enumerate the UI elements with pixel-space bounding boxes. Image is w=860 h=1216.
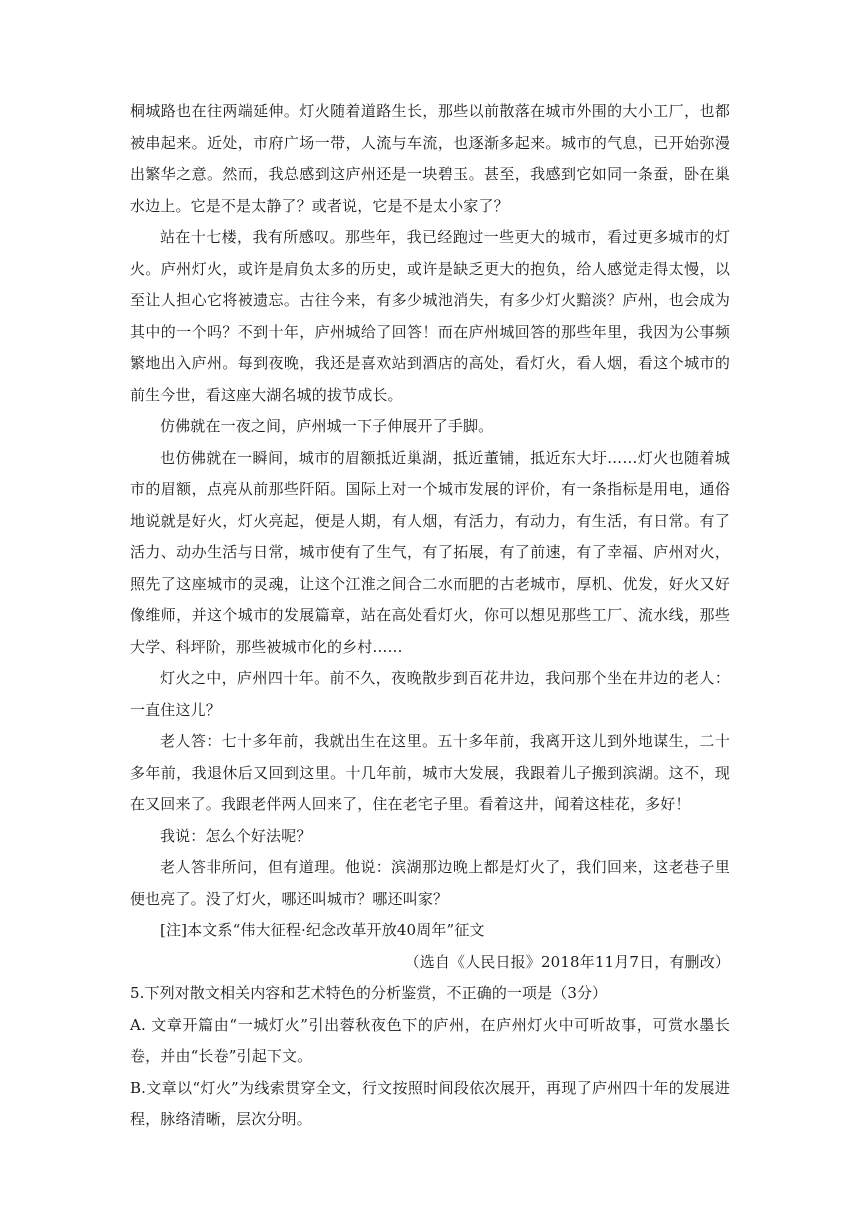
document-page — [130, 96, 730, 1136]
question-stem: 5.下列对散文相关内容和艺术特色的分析鉴赏，不正确的一项是（3分） — [130, 984, 608, 1002]
article-paragraph-5: 灯火之中，庐州四十年。前不久，夜晚散步到百花井边，我问那个坐在井边的老人：一直住这儿？ — [130, 669, 730, 719]
article-paragraph-8: 老人答非所问，但有道理。他说：滨湖那边晚上都是灯火了，我们回来，这老巷子里便也亮了。没了灯火，哪还叫城市？哪还叫家？ — [130, 858, 730, 908]
article-source: （选自《人民日报》2018年11月7日，有删改） — [404, 952, 730, 971]
article-paragraph-1: 桐城路也在往两端延伸。灯火随着道路生长，那些以前散落在城市外围的大小工厂，也都被串起来。近处，市府广场一带，人流与车流，也逐渐多起来。城市的气息，已开始弥漫出繁华之意。然而，我总感到这庐州还是一块碧玉。甚至，我感到它如同一条蚕，卧在巢水边上。它是不是太静了？或者说，它是不是太小家了？ — [130, 102, 730, 215]
article-paragraph-6: 老人答：七十多年前，我就出生在这里。五十多年前，我离开这儿到外地谋生，二十多年前，我退休后又回到这里。十几年前，城市大发展，我跟着儿子搬到滨湖。这不，现在又回来了。我跟老伴两人回来了，住在老宅子里。看着这井，闻着这桂花，多好！ — [130, 732, 730, 813]
article-paragraph-2: 站在十七楼，我有所感叹。那些年，我已经跑过一些更大的城市，看过更多城市的灯火。庐州灯火，或许是肩负太多的历史，或许是缺乏更大的抱负，给人感觉走得太慢，以至让人担心它将被遗忘。古往今来，有多少城池消失，有多少灯火黯淡？庐州，也会成为其中的一个吗？不到十年，庐州城给了回答！而在庐州城回答的那些年里，我因为公事频繁地出入庐州。每到夜晚，我还是喜欢站到酒店的高处，看灯火，看人烟，看这个城市的前生今世，看这座大湖名城的拔节成长。 — [130, 228, 730, 404]
article-paragraph-4: 也仿佛就在一瞬间，城市的眉额抵近巢湖，抵近董铺，抵近东大圩……灯火也随着城市的眉额，点亮从前那些阡陌。国际上对一个城市发展的评价，有一条指标是用电，通俗地说就是好火，灯火亮起，便是人期，有人烟，有活力，有动力，有生活，有日常。有了活力、动办生活与日常，城市使有了生气，有了拓展，有了前速，有了幸福、庐州对火，照先了这座城市的灵魂，让这个江淮之间合二水而肥的古老城市，厚机、优发，好火又好像维师，并这个城市的发展篇章，站在高处看灯火，你可以想见那些工厂、流水线，那些大学、科坪阶，那些被城市化的乡村…… — [130, 448, 730, 656]
question-option-b: B.文章以“灯火”为线索贯穿全文，行文按照时间段依次展开，再现了庐州四十年的发展进程，脉络清晰，层次分明。 — [130, 1078, 730, 1128]
article-paragraph-3: 仿佛就在一夜之间，庐州城一下子伸展开了手脚。 — [160, 417, 494, 435]
article-note: [注]本文系“伟大征程·纪念改革开放40周年”征文 — [160, 921, 485, 939]
question-option-a: A. 文章开篇由“一城灯火”引出蓉秋夜色下的庐州，在庐州灯火中可听故事，可赏水墨长卷，并由“长卷”引起下文。 — [130, 1015, 730, 1065]
article-paragraph-7: 我说：怎么个好法呢？ — [160, 826, 312, 845]
